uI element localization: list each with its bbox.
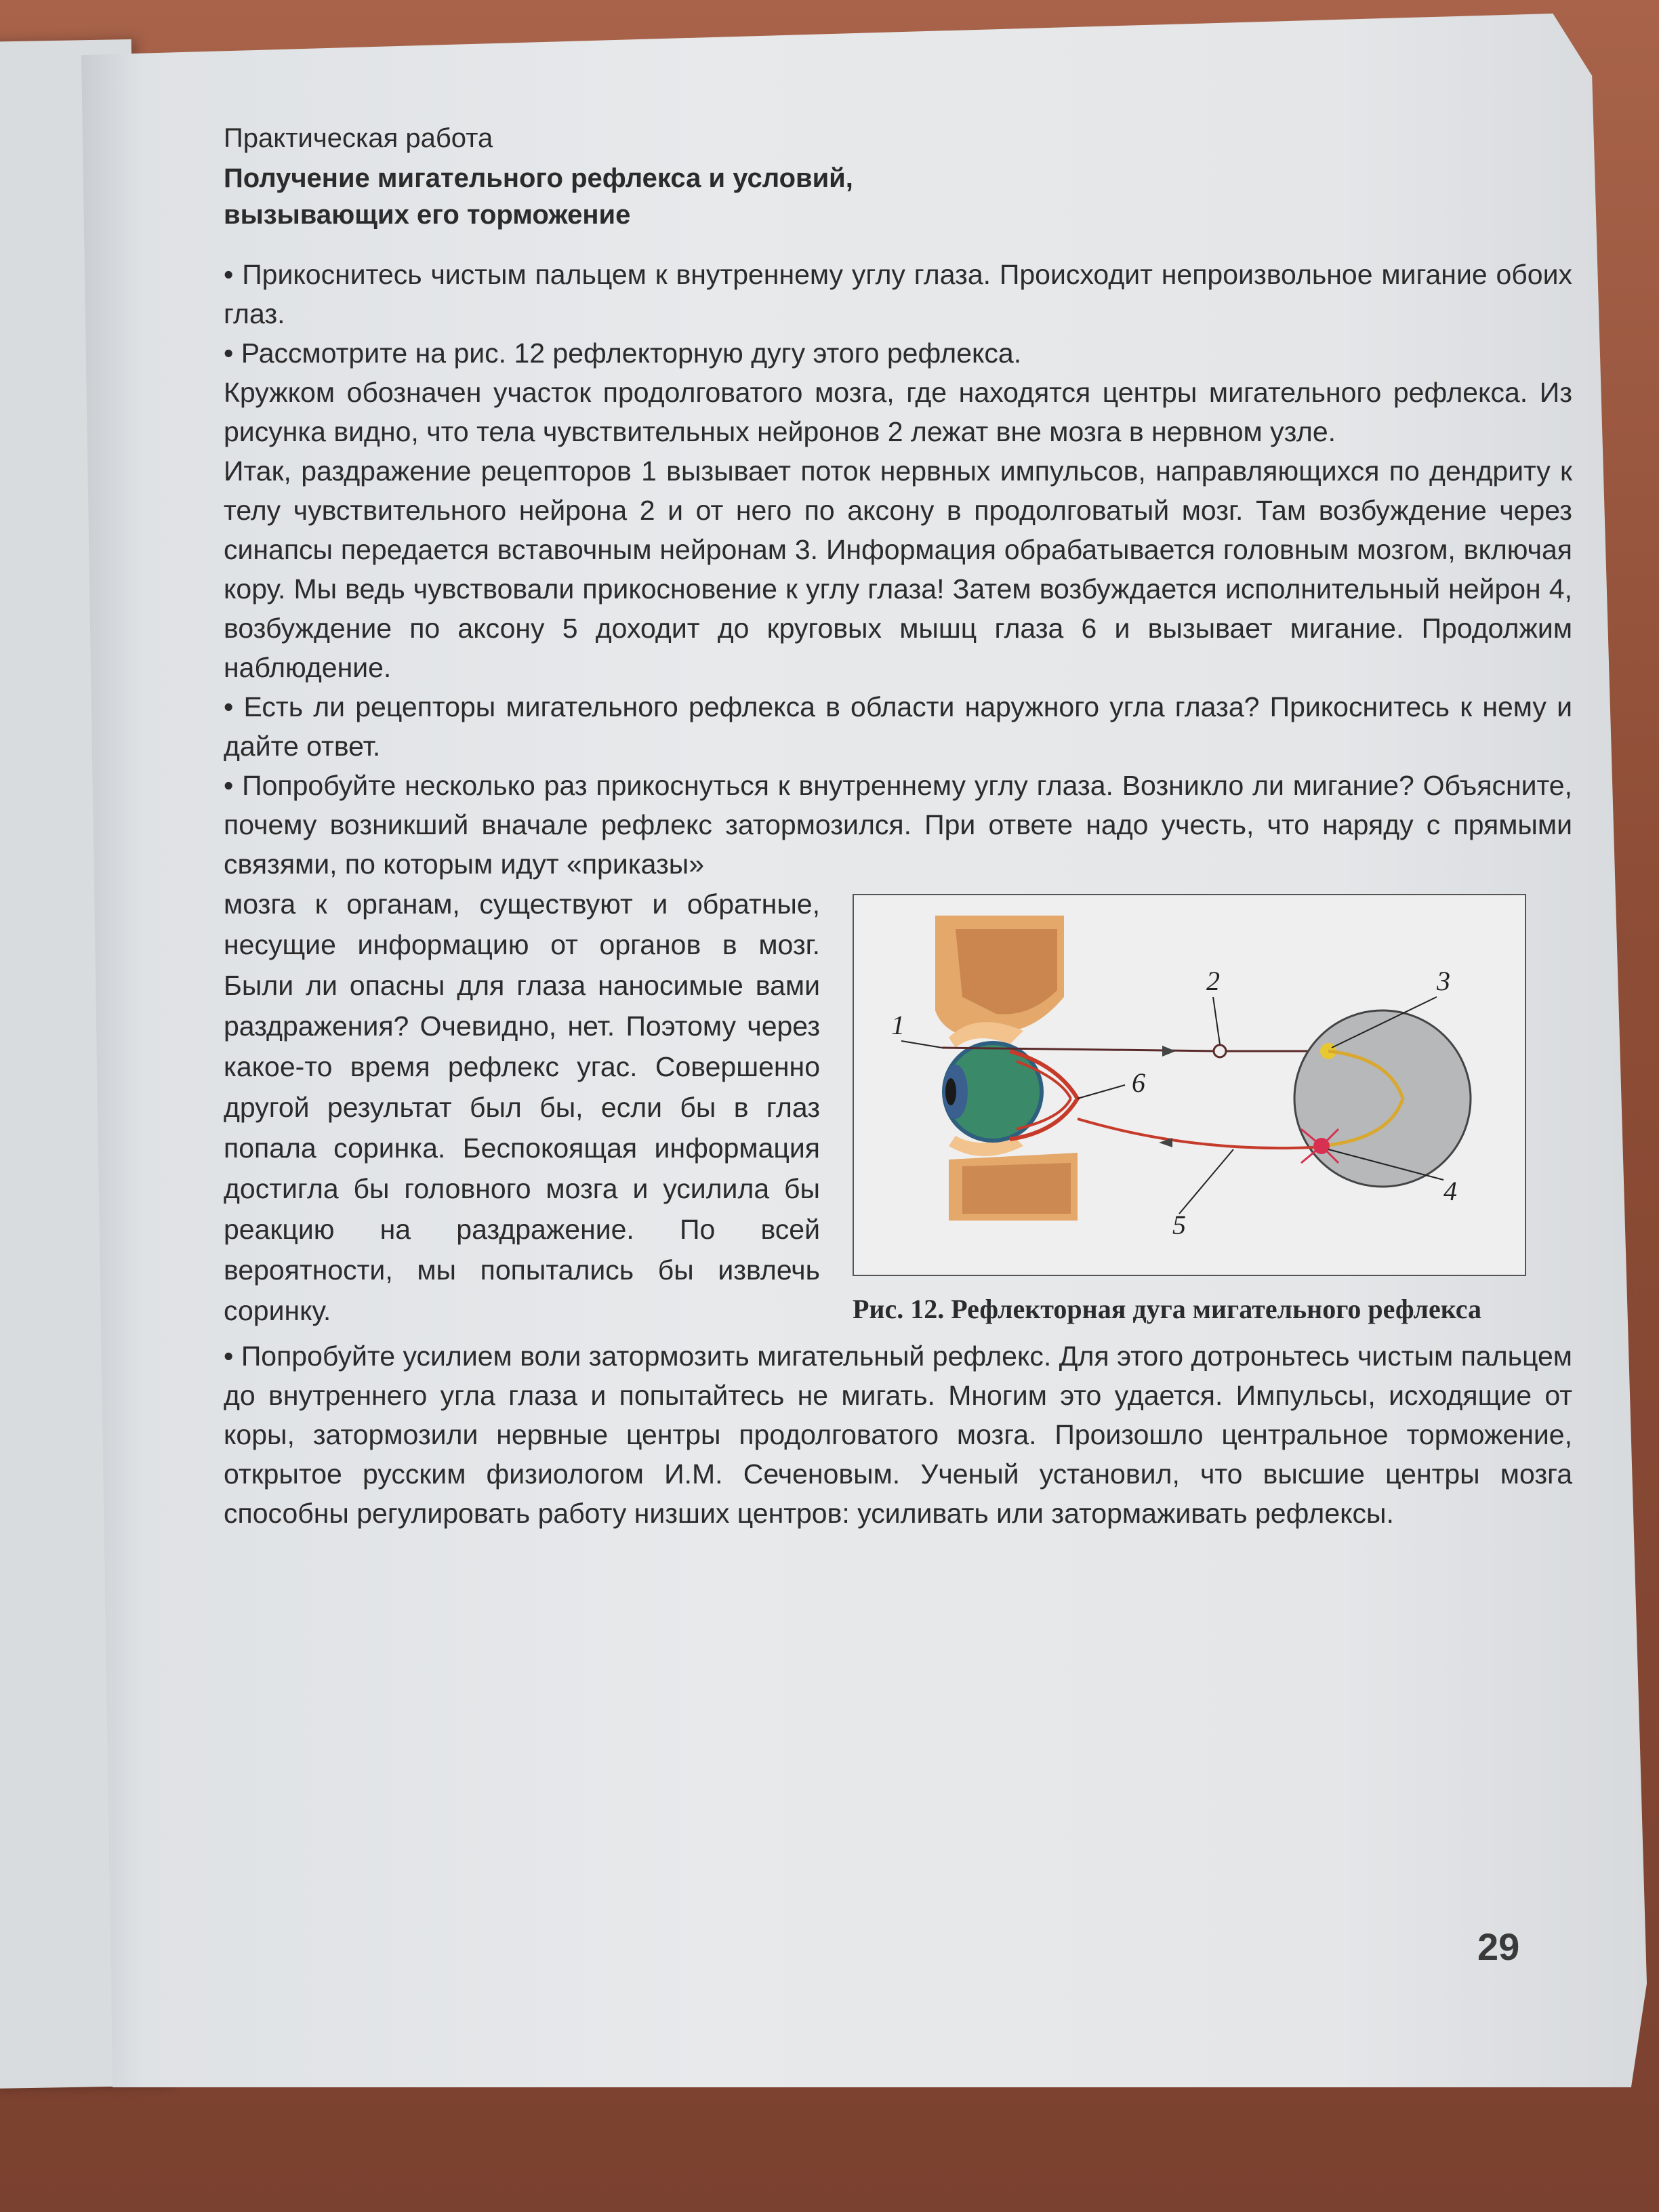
paragraph-1: • Прикоснитесь чистым пальцем к внутреннему углу глаза. Происходит непроизвольное мигание обоих глаз. (224, 259, 1572, 329)
page-number: 29 (1477, 1925, 1520, 1968)
sensory-neuron-body (1214, 1045, 1226, 1057)
figure-wrap-area (224, 884, 1572, 1331)
section-title-line2: вызывающих его торможение (224, 200, 631, 230)
label-2: 2 (1206, 966, 1220, 996)
paragraph-5: • Есть ли рецепторы мигательного рефлекса в области наружного угла глаза? Прикоснитесь к нему и дайте ответ. (224, 691, 1572, 762)
section-title-line1: Получение мигательного рефлекса и условий, (224, 163, 853, 193)
paragraph-4: Итак, раздражение рецепторов 1 вызывает поток нервных импульсов, направляющихся по дендриту к телу чувствительного нейрона 2 и от него по аксону в продолговатый мозг. Там возбуждение через синапсы передается вставочным нейронам 3. Информация обрабатывается головным мозгом, включая кору. Мы ведь чувствовали прикосновение к углу глаза! Затем возбуждается исполнительный нейрон 4, возбуждение по аксону 5 доходит до круговых мышц глаза 6 и вызывает мигание. Продолжим наблюдение. (224, 455, 1572, 683)
paragraph-3: Кружком обозначен участок продолговатого мозга, где находятся центры мигательного рефлекса. Из рисунка видно, что тела чувствительных нейронов 2 лежат вне мозга в нервном узле. (224, 377, 1572, 447)
bone-texture-bottom (962, 1163, 1071, 1214)
label-1: 1 (891, 1010, 905, 1040)
paragraph-2: • Рассмотрите на рис. 12 рефлекторную дугу этого рефлекса. (224, 337, 1022, 369)
paragraph-6-intro: • Попробуйте несколько раз прикоснуться к внутреннему углу глаза. Возникло ли мигание? Объясните, почему возникший вначале рефлекс затормозился. При ответе надо учесть, что наряду с прямыми связями, по которым идут «приказы» (224, 770, 1572, 880)
motor-axon (1078, 1119, 1313, 1148)
page-content (224, 122, 1572, 1533)
label-5: 5 (1172, 1210, 1186, 1240)
figure-12 (853, 894, 1526, 1276)
arrow-in (1162, 1046, 1176, 1057)
paragraph-7: • Попробуйте усилием воли затормозить мигательный рефлекс. Для этого дотроньтесь чистым пальцем до внутреннего угла глаза и попытайтесь не мигать. Многим это удается. Импульсы, исходящие от коры, затормозили нервные центры продолговатого мозга. Произошло центральное торможение, открытое русским физиологом И.М. Сеченовым. Ученый установил, что высшие центры мозга способны регулировать работу низших центров: усиливать или затормаживать рефлексы. (224, 1340, 1572, 1529)
label-3: 3 (1437, 966, 1450, 996)
figure-caption: Рис. 12. Рефлекторная дуга мигательного рефлекса (853, 1294, 1482, 1324)
pupil (945, 1078, 956, 1105)
label-4: 4 (1443, 1176, 1457, 1206)
label-6: 6 (1132, 1067, 1145, 1098)
section-subtitle: Практическая работа (224, 123, 493, 153)
wrapped-paragraph: мозга к органам, существуют и обратные, несущие информацию от органов в мозг. Были ли опасны для глаза наносимые вами раздражения? Очевидно, нет. Поэтому через какое-то время рефлекс угас. Совершенно другой результат был бы, если бы в глаз попала соринка. Беспокоящая информация достигла бы головного мозга и усилила бы реакцию на раздражение. По всей вероятности, мы попытались бы извлечь соринку. (224, 888, 820, 1326)
reflex-arc-diagram (854, 895, 1525, 1275)
medulla-circle (1294, 1010, 1471, 1187)
